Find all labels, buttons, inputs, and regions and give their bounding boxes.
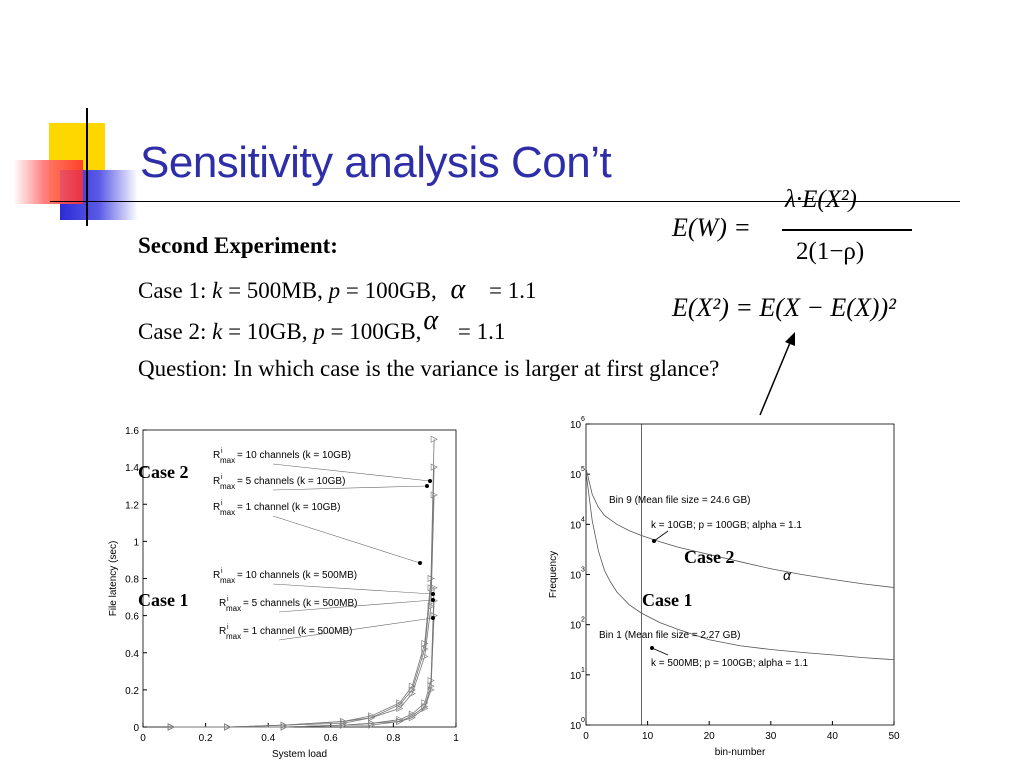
- alpha-symbol: α: [783, 567, 791, 583]
- y-tick-label: 0.4: [125, 648, 139, 660]
- annotation-arrowhead: [418, 561, 422, 565]
- x-tick-label: 0.8: [386, 733, 401, 744]
- x-tick-label: 30: [765, 731, 777, 742]
- annotation-sub: max: [226, 604, 242, 613]
- annotation-sup: i: [227, 596, 229, 603]
- y-tick-exp: 0: [581, 717, 585, 724]
- deco-vertical-line: [86, 108, 88, 226]
- annotation-r: R: [213, 450, 221, 461]
- y-axis-label: File latency (sec): [108, 540, 119, 617]
- annotation-text: = 5 channels (k = 10GB): [237, 476, 346, 487]
- x-tick-label: 40: [826, 731, 838, 742]
- annotation-sub: max: [220, 482, 236, 491]
- annotation-label: [213, 500, 340, 517]
- equation-ew-numerator: λ·E(X²): [785, 186, 857, 213]
- annotation-sub: max: [220, 508, 236, 517]
- annotation-r: R: [213, 476, 221, 487]
- y-tick-base: 10: [570, 620, 582, 632]
- annotation-label: [213, 448, 351, 465]
- annotation-pointer: [654, 531, 668, 541]
- case2-label: Case 2: [684, 547, 735, 567]
- y-tick-label: [570, 567, 585, 582]
- pointer-arrow: [740, 330, 800, 420]
- y-tick-base: 10: [570, 520, 582, 532]
- y-tick-base: 10: [570, 670, 582, 682]
- annotation-sup: i: [221, 568, 223, 575]
- case2-p-symbol: p: [313, 319, 325, 344]
- annotation-r: R: [213, 502, 221, 513]
- annotation-pointer: [652, 648, 668, 655]
- experiment-heading: Second Experiment:: [138, 233, 338, 258]
- y-tick-base: 10: [570, 570, 582, 582]
- case1-alpha-symbol: α: [450, 274, 466, 305]
- x-tick-label: 0.2: [198, 733, 213, 744]
- annotation-r: R: [219, 626, 227, 637]
- annotation-arrowhead: [425, 484, 429, 488]
- annotation-sup: i: [221, 448, 223, 455]
- y-tick-base: 10: [570, 470, 582, 482]
- annotation-arrowhead: [431, 598, 435, 602]
- y-tick-exp: 4: [581, 516, 585, 524]
- annotation-r: R: [219, 598, 227, 609]
- annotation-sub: max: [220, 456, 236, 465]
- y-tick-label: 0.6: [125, 611, 139, 623]
- y-axis-label: Frequency: [548, 550, 559, 599]
- annotation-sub: max: [220, 576, 236, 585]
- y-tick-label: [570, 466, 585, 481]
- annotation-text: = 5 channels (k = 500MB): [243, 598, 358, 609]
- case2-alpha-symbol: α: [423, 305, 439, 336]
- annotation-sup: i: [221, 500, 223, 507]
- annotation-text: = 10 channels (k = 500MB): [237, 570, 358, 581]
- y-tick-exp: 3: [581, 566, 585, 574]
- deco-red-block: [13, 160, 83, 204]
- y-tick-exp: 1: [581, 666, 585, 674]
- frequency-chart: [540, 410, 910, 765]
- y-tick-label: [570, 617, 585, 632]
- annotation-r: R: [213, 570, 221, 581]
- y-tick-label: 0.8: [125, 574, 139, 586]
- x-tick-label: 0.4: [261, 733, 276, 744]
- x-axis-label: bin-number: [714, 747, 766, 758]
- plot-frame: [586, 424, 894, 725]
- equation-fraction-bar: [782, 229, 912, 231]
- case1-alpha-value: = 1.1: [483, 278, 537, 303]
- annotation-case2-params: k = 10GB; p = 100GB; alpha = 1.1: [651, 520, 802, 531]
- annotation-arrowhead: [431, 616, 435, 620]
- equation-ew-denominator: 2(1−ρ): [796, 238, 865, 265]
- y-tick-label: [570, 516, 585, 531]
- x-axis-label: System load: [271, 749, 328, 760]
- case1-p-symbol: p: [328, 278, 341, 303]
- annotation-arrowhead: [428, 479, 432, 483]
- y-tick-label: 0: [133, 723, 139, 734]
- annotation-pointer: [273, 516, 420, 563]
- x-tick-label: 1: [453, 733, 459, 744]
- case1-p-value: = 100GB,: [340, 278, 443, 303]
- case2-p-value: = 100GB,: [324, 319, 422, 344]
- case1-k-symbol: k: [212, 278, 223, 303]
- case2-alpha-value: = 1.1: [452, 319, 506, 344]
- series-line: [171, 495, 434, 727]
- y-tick-label: 0.2: [125, 685, 139, 697]
- annotation-text: = 10 channels (k = 10GB): [237, 450, 351, 461]
- annotation-arrowhead: [650, 646, 654, 650]
- y-tick-exp: 6: [581, 416, 585, 423]
- x-tick-label: 20: [703, 731, 715, 742]
- annotation-arrowhead: [431, 592, 435, 596]
- y-tick-base: 10: [570, 721, 582, 732]
- latency-chart: [100, 418, 470, 763]
- y-tick-label: [570, 667, 585, 682]
- annotation-text: = 1 channel (k = 500MB): [243, 626, 353, 637]
- case1-k-value: = 500MB,: [222, 278, 329, 303]
- annotation-label: [213, 568, 357, 585]
- y-tick-label: 1.2: [125, 500, 139, 512]
- annotation-arrowhead: [652, 539, 656, 543]
- x-tick-label: 10: [642, 731, 654, 742]
- y-tick-exp: 2: [581, 616, 585, 624]
- annotation-case1-params: k = 500MB; p = 100GB; alpha = 1.1: [651, 658, 809, 669]
- y-tick-label: 1: [133, 537, 139, 549]
- annotation-sup: i: [221, 474, 223, 481]
- annotation-sub: max: [226, 632, 242, 641]
- x-tick-label: 50: [888, 731, 900, 742]
- annotation-pointer: [273, 584, 433, 594]
- case2-k-value: = 10GB,: [222, 319, 314, 344]
- x-tick-label: 0.6: [323, 733, 338, 744]
- equation-ew-lhs: E(W) =: [672, 213, 751, 242]
- annotation-label: [219, 596, 358, 613]
- case1-label: Case 1: [642, 590, 693, 610]
- annotation-bin1: Bin 1 (Mean file size = 2.27 GB): [599, 630, 741, 641]
- y-tick-label: 1.4: [125, 463, 139, 475]
- annotation-text: = 1 channel (k = 10GB): [237, 502, 341, 513]
- slide-title: Sensitivity analysis Con’t: [140, 138, 612, 187]
- annotation-sup: i: [227, 624, 229, 631]
- case2-prefix: Case 2:: [138, 319, 213, 344]
- case2-label: Case 2: [138, 462, 189, 482]
- y-tick-label: 1.6: [125, 426, 139, 437]
- series-line: [171, 601, 434, 727]
- annotation-bin9: Bin 9 (Mean file size = 24.6 GB): [609, 495, 751, 506]
- y-tick-exp: 5: [581, 466, 585, 474]
- y-tick-label: [570, 717, 585, 732]
- x-tick-label: 0: [140, 733, 146, 744]
- case1-line: [138, 274, 536, 306]
- y-tick-label: [570, 416, 585, 431]
- case2-k-symbol: k: [212, 319, 223, 344]
- case2-line: [138, 305, 506, 347]
- y-tick-base: 10: [570, 420, 582, 431]
- question-line: Question: In which case is the variance is larger at first glance?: [138, 356, 720, 381]
- x-tick-label: 0: [583, 731, 589, 742]
- equation-variance: E(X²) = E(X − E(X))²: [672, 293, 896, 322]
- case1-prefix: Case 1:: [138, 278, 213, 303]
- case1-label: Case 1: [138, 590, 189, 610]
